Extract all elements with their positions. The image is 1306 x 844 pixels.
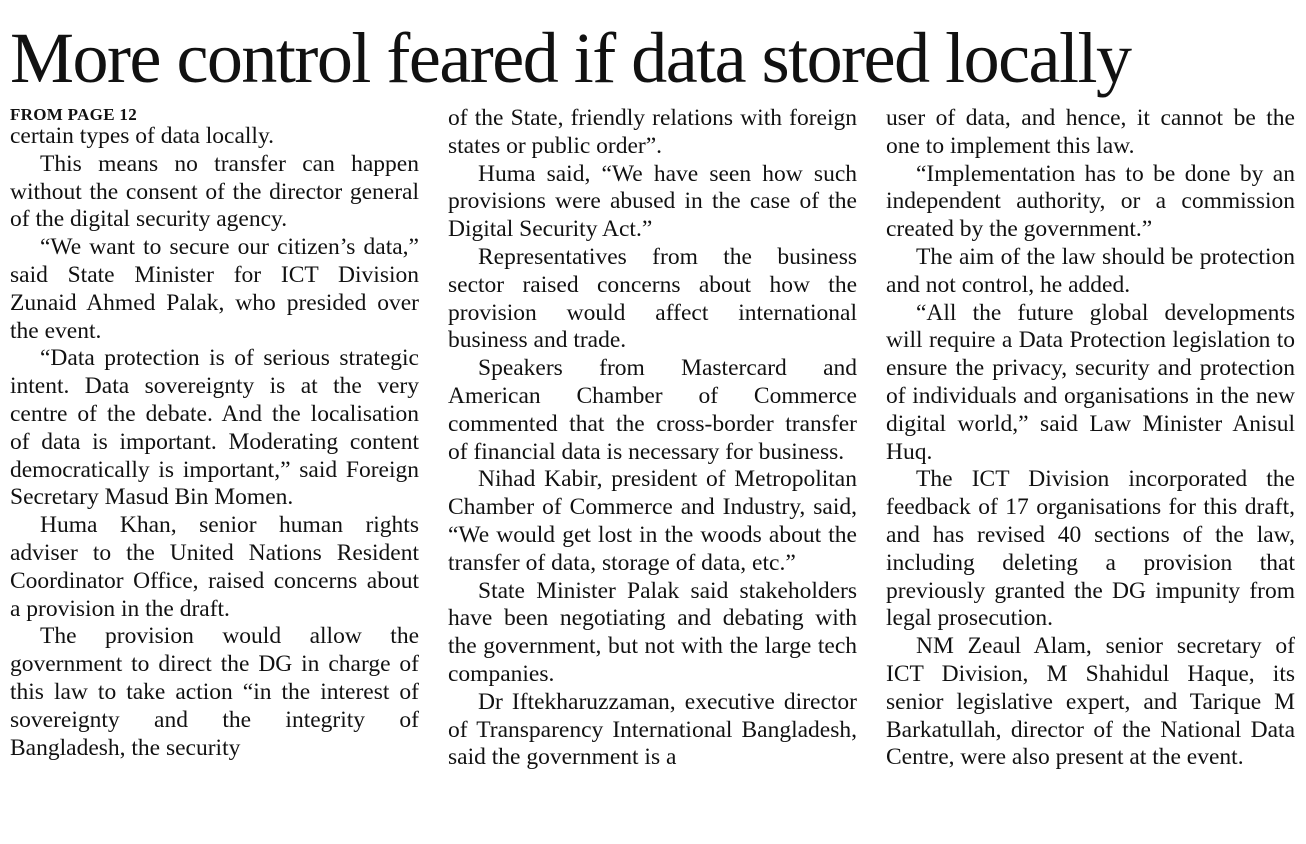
paragraph: The ICT Division incorporated the feedback of 17 organisations for this draft, and has revised 40 sections of the law, including deleting a provision that previously granted the DG impunity from legal prosecution. — [886, 466, 1295, 632]
article-column-3 — [886, 105, 1295, 772]
paragraph: certain types of data locally. — [10, 123, 275, 149]
article-column-2 — [448, 105, 857, 772]
paragraph: Representatives from the business sector raised concerns about how the provision would affect international business and trade. — [448, 243, 857, 354]
article-column-1 — [10, 105, 419, 762]
paragraph: “Data protection is of serious strategic intent. Data sovereignty is at the very centre of the debate. And the localisation of data is important. Moderating content democratically is important,” said Foreign Secretary Masud Bin Momen. — [10, 345, 419, 511]
paragraph: “All the future global developments will require a Data Protection legislation to ensure the privacy, security and protection of individuals and organisations in the new digital world,” said Law Minister Anisul Huq. — [886, 299, 1295, 465]
paragraph: of the State, friendly relations with foreign states or public order”. — [448, 105, 857, 159]
paragraph: Huma said, “We have seen how such provisions were abused in the case of the Digital Security Act.” — [448, 160, 857, 243]
paragraph: Huma Khan, senior human rights adviser to the United Nations Resident Coordinator Office, raised concerns about a provision in the draft. — [10, 512, 419, 622]
paragraph: NM Zeaul Alam, senior secretary of ICT Division, M Shahidul Haque, its senior legislative expert, and Tarique M Barkatullah, director of the National Data Centre, were also present at the event. — [886, 633, 1295, 771]
paragraph: “We want to secure our citizen’s data,” said State Minister for ICT Division Zunaid Ahmed Palak, who presided over the event. — [10, 234, 419, 344]
paragraph: Dr Iftekharuzzaman, executive director of Transparency International Bangladesh, said the government is a — [448, 688, 857, 771]
paragraph: “Implementation has to be done by an independent authority, or a commission created by the government.” — [886, 160, 1295, 243]
headline: More control feared if data stored locally — [10, 18, 1131, 98]
paragraph: State Minister Palak said stakeholders have been negotiating and debating with the government, but not with the large tech companies. — [448, 577, 857, 687]
paragraph: user of data, and hence, it cannot be the one to implement this law. — [886, 105, 1295, 159]
paragraph: Nihad Kabir, president of Metropolitan Chamber of Commerce and Industry, said, “We would get lost in the woods about the transfer of data, storage of data, etc.” — [448, 466, 857, 576]
kicker-from-page: FROM PAGE 12 — [10, 105, 137, 124]
paragraph: The provision would allow the government to direct the DG in charge of this law to take action “in the interest of sovereignty and the integrity of Bangladesh, the security — [10, 623, 419, 761]
paragraph: This means no transfer can happen without the consent of the director general of the digital security agency. — [10, 150, 419, 233]
paragraph: Speakers from Mastercard and American Chamber of Commerce commented that the cross-border transfer of financial data is necessary for business. — [448, 355, 857, 465]
paragraph: The aim of the law should be protection and not control, he added. — [886, 243, 1295, 298]
